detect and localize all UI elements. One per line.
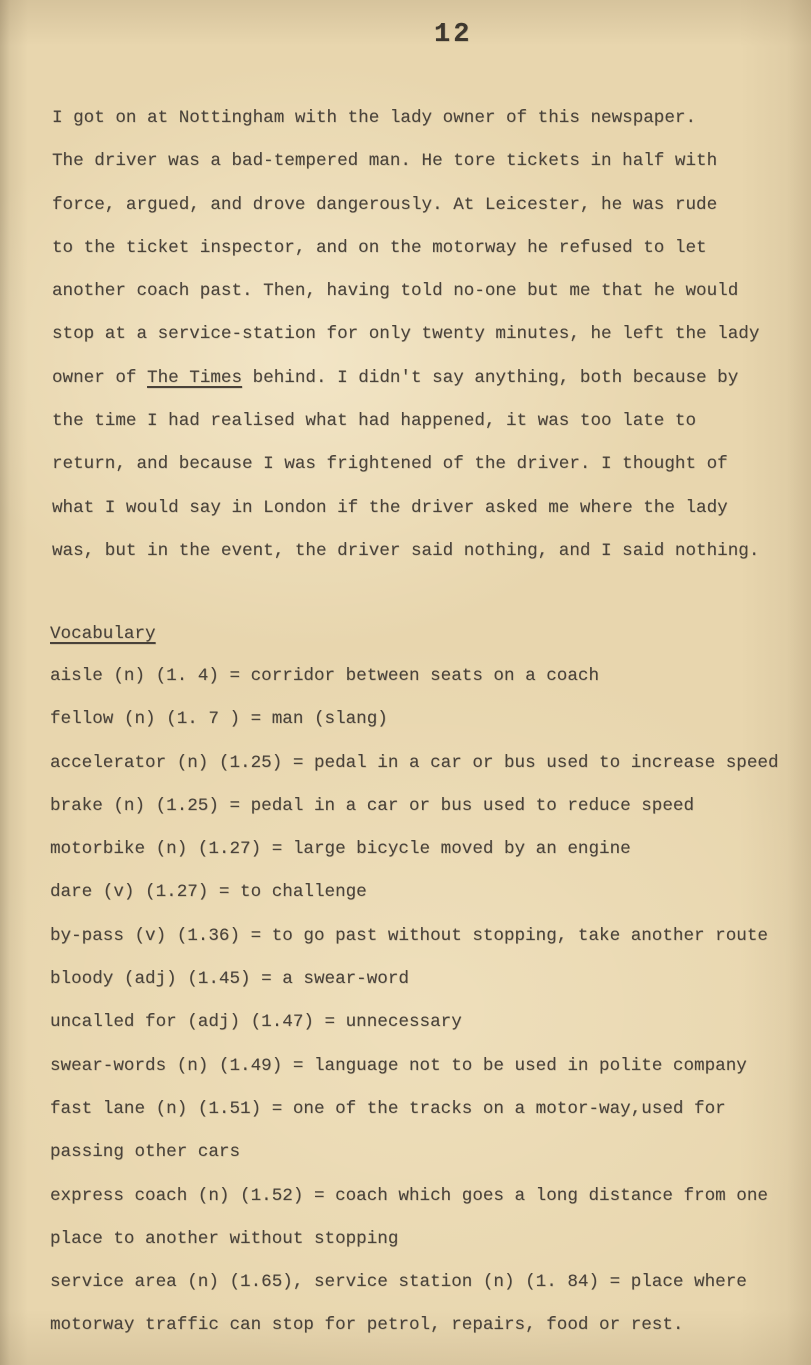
line-text: owner of	[52, 367, 148, 388]
line-text: was, but in the event, the driver said nothing, and I said nothing.	[52, 540, 760, 561]
paragraph-line	[52, 227, 792, 270]
vocabulary-line: swear-words (n) (1.49) = language not to be used in polite company	[50, 1055, 747, 1076]
vocabulary-line: fast lane (n) (1.51) = one of the tracks on a motor-way,used for	[50, 1098, 726, 1119]
paragraph-line	[52, 400, 792, 443]
vocabulary-line: accelerator (n) (1.25) = pedal in a car or bus used to increase speed	[50, 752, 779, 773]
paragraph-line	[52, 487, 792, 530]
paragraph-line	[52, 97, 792, 140]
line-text: what I would say in London if the driver asked me where the lady	[52, 497, 728, 518]
paragraph-line	[52, 184, 792, 227]
page-number: 12	[434, 20, 473, 50]
vocabulary-line: fellow (n) (1. 7 ) = man (slang)	[50, 709, 388, 730]
vocabulary-heading: Vocabulary	[50, 624, 156, 644]
vocabulary-line: aisle (n) (1. 4) = corridor between seats on a coach	[50, 666, 600, 686]
line-text: to the ticket inspector, and on the motorway he refused to let	[52, 237, 707, 258]
vocabulary-list	[50, 655, 800, 1348]
vocabulary-line: dare (v) (1.27) = to challenge	[50, 882, 367, 903]
vocabulary-line: motorbike (n) (1.27) = large bicycle moved by an engine	[50, 839, 631, 860]
paragraph-line	[52, 270, 792, 313]
vocabulary-line: place to another without stopping	[50, 1228, 399, 1249]
line-text: The driver was a bad-tempered man. He tore tickets in half with	[52, 151, 718, 172]
vocabulary-line: motorway traffic can stop for petrol, repairs, food or rest.	[50, 1315, 684, 1336]
line-text: I got on at Nottingham with the lady owner of this newspaper.	[52, 108, 697, 128]
paragraph-line	[52, 443, 792, 486]
vocabulary-line: express coach (n) (1.52) = coach which goes a long distance from one	[50, 1185, 768, 1206]
line-text: stop at a service-station for only twenty minutes, he left the lady	[52, 324, 760, 345]
vocabulary-line: by-pass (v) (1.36) = to go past without stopping, take another route	[50, 925, 768, 946]
vocabulary-line: service area (n) (1.65), service station (n) (1. 84) = place where	[50, 1272, 747, 1293]
paragraph-line	[52, 313, 792, 356]
vocabulary-line: passing other cars	[50, 1142, 241, 1163]
line-text: the time I had realised what had happened, it was too late to	[52, 411, 697, 432]
line-text: return, and because I was frightened of the driver. I thought of	[52, 454, 728, 475]
line-text: force, argued, and drove dangerously. At Leicester, he was rude	[52, 194, 718, 215]
vocabulary-line: brake (n) (1.25) = pedal in a car or bus used to reduce speed	[50, 795, 695, 816]
vocabulary-line: uncalled for (adj) (1.47) = unnecessary	[50, 1012, 462, 1033]
paragraph-line	[52, 357, 792, 400]
vocabulary-line: bloody (adj) (1.45) = a swear-word	[50, 969, 409, 990]
line-text: behind. I didn't say anything, both because by	[242, 367, 739, 388]
paragraph-line	[52, 530, 792, 573]
story-paragraph	[52, 97, 792, 573]
line-text: another coach past. Then, having told no-one but me that he would	[52, 281, 739, 302]
paragraph-line	[52, 140, 792, 183]
underlined-title: The Times	[147, 367, 243, 388]
